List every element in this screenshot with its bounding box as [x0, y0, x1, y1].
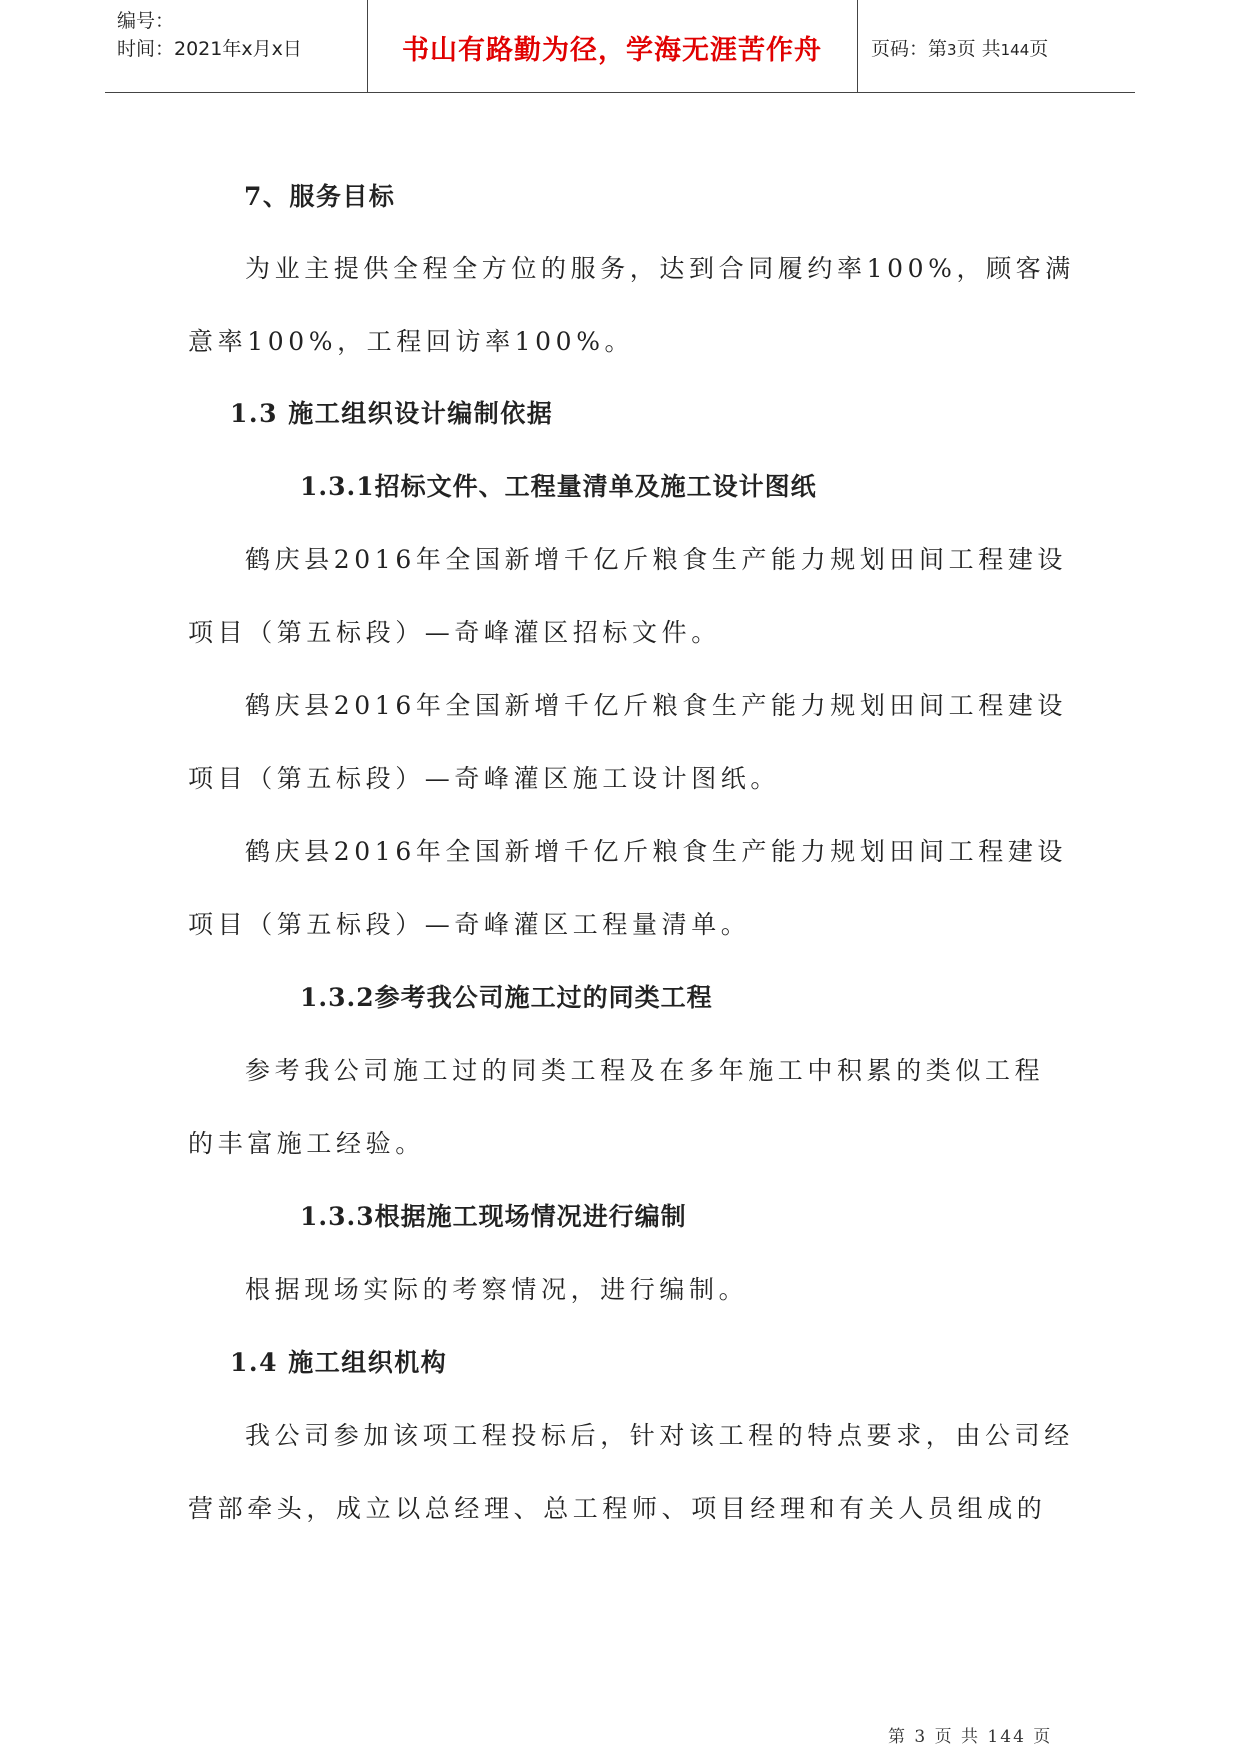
- paragraph-line: 项目（第五标段）—奇峰灌区工程量清单。: [188, 910, 751, 939]
- header-page-cell: [857, 0, 1135, 92]
- paragraph-line: 为业主提供全程全方位的服务，达到合同履约率100%，顾客满: [245, 254, 1075, 283]
- heading-1-4: 1.4 施工组织机构: [230, 1348, 448, 1377]
- header-info-cell: [105, 0, 368, 92]
- header-motto-cell: [367, 0, 858, 92]
- page-suffix: 页: [1029, 38, 1049, 60]
- paragraph-line: 鹤庆县2016年全国新增千亿斤粮食生产能力规划田间工程建设: [245, 691, 1068, 720]
- paragraph-line: 鹤庆县2016年全国新增千亿斤粮食生产能力规划田间工程建设: [245, 837, 1068, 866]
- page-middle: 页 共: [956, 38, 1001, 60]
- heading-1-3-2: 1.3.2参考我公司施工过的同类工程: [300, 983, 713, 1012]
- page-prefix: 页码：第: [871, 38, 948, 60]
- paragraph-line: 项目（第五标段）—奇峰灌区施工设计图纸。: [188, 764, 781, 793]
- document-time-label: 时间：2021年x月x日: [117, 38, 302, 60]
- paragraph-line: 项目（第五标段）—奇峰灌区招标文件。: [188, 618, 721, 647]
- paragraph-line: 意率100%，工程回访率100%。: [188, 327, 635, 356]
- paragraph-line: 我公司参加该项工程投标后，针对该工程的特点要求，由公司经: [245, 1421, 1074, 1450]
- page-header: [105, 0, 1135, 93]
- header-motto: 书山有路勤为径，学海无涯苦作舟: [402, 35, 822, 66]
- paragraph-line: 参考我公司施工过的同类工程及在多年施工中积累的类似工程: [245, 1056, 1045, 1085]
- heading-1-3-3: 1.3.3根据施工现场情况进行编制: [300, 1202, 687, 1231]
- page-footer: 第 3 页 共 144 页: [888, 1727, 1053, 1747]
- paragraph-line: 的丰富施工经验。: [188, 1129, 425, 1158]
- paragraph-line: 鹤庆县2016年全国新增千亿斤粮食生产能力规划田间工程建设: [245, 545, 1068, 574]
- page-current: 3: [947, 41, 957, 59]
- paragraph-line: 根据现场实际的考察情况，进行编制。: [245, 1275, 749, 1304]
- document-number-label: 编号：: [117, 10, 175, 32]
- header-page-number: [871, 34, 1048, 61]
- heading-1-3: 1.3 施工组织设计编制依据: [230, 399, 554, 428]
- paragraph-line: 营部牵头，成立以总经理、总工程师、项目经理和有关人员组成的: [188, 1494, 1047, 1523]
- heading-service-goal: 7、服务目标: [244, 182, 396, 211]
- page-total: 144: [1000, 41, 1030, 59]
- heading-1-3-1: 1.3.1招标文件、工程量清单及施工设计图纸: [300, 472, 817, 501]
